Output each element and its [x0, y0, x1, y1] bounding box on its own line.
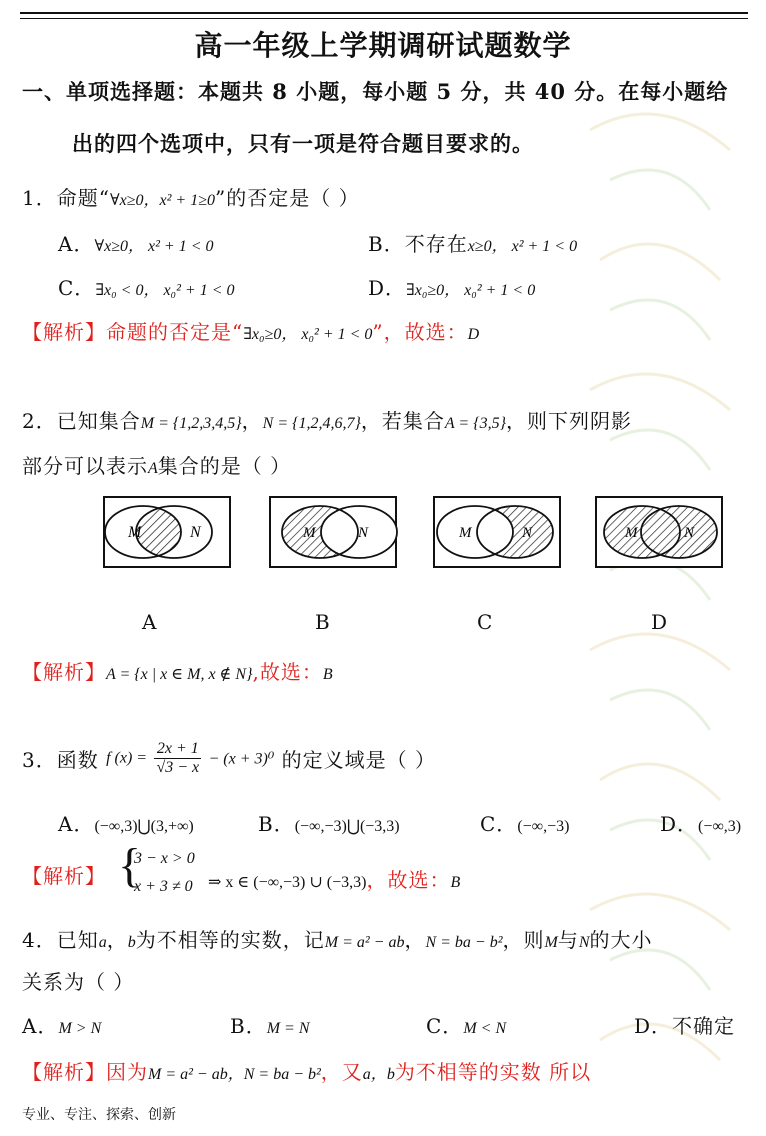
analysis-text: ，故选：	[366, 868, 451, 892]
text: ，若集合	[360, 409, 445, 433]
section-heading-line1: 一、单项选择题：本题共 8 小题，每小题 5 分，共 40 分。在每小题给	[22, 79, 729, 104]
venn-label-m: M	[625, 525, 638, 541]
analysis-math: M = a² − ab	[148, 1066, 228, 1083]
analysis-text: 因为	[106, 1060, 148, 1084]
option-text: ∃x₀ < 0， x₀² + 1 < 0	[95, 282, 235, 299]
text: 的定义域是（ ）	[281, 748, 436, 772]
venn-option-b[interactable]	[270, 497, 397, 567]
analysis-text: ，又	[320, 1060, 363, 1084]
option-label: D．	[660, 812, 699, 836]
var-a: a	[98, 934, 107, 951]
var-m: M	[544, 934, 558, 951]
venn-option-a[interactable]	[104, 497, 230, 567]
text: ，	[241, 409, 263, 433]
q3-option-a[interactable]	[58, 808, 194, 837]
q4-analysis	[22, 1056, 591, 1085]
venn-caption-b: B	[315, 610, 331, 634]
venn-diagrams	[0, 490, 766, 580]
text: 部分可以表示	[22, 454, 148, 478]
option-label: D．	[634, 1014, 673, 1038]
q4-option-a[interactable]	[22, 1010, 101, 1039]
text: 与	[557, 928, 579, 952]
option-text-prefix: 不存在	[404, 232, 468, 256]
option-text: (−∞,−3)	[517, 818, 570, 835]
option-text: ∀x≥0， x² + 1 < 0	[94, 238, 214, 255]
venn-caption-a: A	[142, 610, 158, 634]
text: ，	[404, 928, 426, 952]
analysis-math: ∃x₀≥0， x₀² + 1 < 0	[243, 326, 373, 343]
q1-analysis	[22, 316, 479, 345]
venn-option-c[interactable]	[434, 497, 560, 567]
q1-option-c[interactable]	[58, 272, 235, 301]
fraction-numerator: 2x + 1	[154, 740, 201, 759]
question-1-stem	[22, 182, 360, 211]
analysis-tag: 【解析】	[22, 1060, 106, 1084]
option-label: C．	[58, 276, 96, 300]
analysis-text: ,故选：	[252, 660, 323, 684]
q1-prefix: 1．命题“	[22, 186, 110, 210]
option-text: (−∞,3)	[698, 818, 742, 835]
venn-label-n: N	[358, 525, 369, 541]
venn-label-n: N	[684, 525, 695, 541]
section-heading-line2: 出的四个选项中，只有一项是符合题目要求的。	[72, 131, 534, 156]
fraction-denominator: √3 − x	[156, 759, 200, 776]
option-label: A．	[22, 1014, 59, 1038]
option-label: C．	[426, 1014, 464, 1038]
q3-option-b[interactable]	[258, 808, 400, 837]
func-rhs: − (x + 3)⁰	[208, 750, 275, 768]
analysis-separator: ，	[227, 1066, 244, 1083]
text: ，则下列阴影	[506, 409, 632, 433]
text: ，则	[502, 928, 545, 952]
eq-m: M = a² − ab	[324, 934, 405, 951]
option-text: x≥0， x² + 1 < 0	[467, 238, 578, 255]
option-label: D．	[368, 276, 407, 300]
analysis-math: N = ba − b²	[243, 1066, 321, 1083]
analysis-math: ⇒ x ∈ (−∞,−3) ∪ (−3,3)	[208, 874, 367, 891]
venn-label-n: N	[190, 524, 201, 541]
q3-analysis	[208, 864, 460, 893]
var-n: N	[578, 934, 590, 951]
analysis-tag: 【解析】	[22, 864, 106, 888]
q1-option-a[interactable]	[58, 228, 214, 257]
text: 4．已知	[22, 928, 99, 952]
analysis-var-b: b	[386, 1066, 395, 1083]
analysis-tag: 【解析】	[22, 660, 106, 684]
option-text: M > N	[58, 1020, 102, 1037]
analysis-text: 为不相等的实数 所以	[394, 1060, 592, 1084]
option-label: B．	[230, 1014, 267, 1038]
eq-n: N = ba − b²	[425, 934, 503, 951]
analysis-answer: B	[450, 874, 461, 891]
text: 3．函数	[22, 748, 99, 772]
var-a: A	[148, 460, 158, 477]
venn-option-d[interactable]	[596, 497, 722, 567]
header-rule-thin	[20, 18, 748, 19]
venn-label-m: M	[128, 524, 142, 541]
text: 为不相等的实数，记	[135, 928, 325, 952]
option-text: M = N	[266, 1020, 310, 1037]
page-title: 高一年级上学期调研试题数学	[194, 29, 572, 62]
q4-option-b[interactable]	[230, 1010, 310, 1039]
question-3-stem	[22, 740, 436, 777]
set-a: A = {3,5}	[444, 415, 506, 432]
option-label: B．	[368, 232, 405, 256]
venn-label-m: M	[303, 525, 316, 541]
func-lhs: f (x) =	[106, 749, 148, 767]
question-2-stem-line1	[22, 405, 632, 434]
venn-label-n: N	[522, 525, 533, 541]
option-text: ∃x₀≥0， x₀² + 1 < 0	[406, 282, 536, 299]
q1-suffix: ”的否定是（ ）	[214, 186, 360, 210]
option-label: A．	[58, 232, 95, 256]
q3-option-c[interactable]	[480, 808, 569, 837]
q3-analysis-tag	[22, 860, 106, 889]
footer-slogan: 专业、专注、探索、创新	[22, 1107, 176, 1123]
q2-analysis	[22, 656, 333, 685]
option-label: A．	[58, 812, 95, 836]
question-4-stem-line2: 关系为（ ）	[22, 970, 135, 994]
text: 2．已知集合	[22, 409, 141, 433]
option-text: 不确定	[672, 1014, 736, 1038]
fraction	[154, 740, 201, 777]
option-text: (−∞,3)⋃(3,+∞)	[94, 818, 194, 835]
option-label: C．	[480, 812, 518, 836]
analysis-text: ”，故选：	[372, 320, 468, 344]
q1-option-d[interactable]	[368, 272, 535, 301]
analysis-separator: ，	[370, 1066, 387, 1083]
q1-math: ∀x≥0，x² + 1≥0	[109, 192, 215, 209]
q4-option-c[interactable]	[426, 1010, 506, 1039]
set-n: N = {1,2,4,6,7}	[262, 415, 361, 432]
system-eq-2: x + 3 ≠ 0	[134, 878, 193, 895]
text: 的大小	[589, 928, 653, 952]
venn-label-m: M	[459, 525, 472, 541]
header-rule-thick	[20, 12, 748, 14]
var-b: b	[127, 934, 136, 951]
q4-option-d[interactable]	[634, 1010, 735, 1039]
system-eq-1: 3 − x > 0	[134, 850, 195, 867]
set-m: M = {1,2,3,4,5}	[140, 415, 242, 432]
analysis-var-a: a	[362, 1066, 371, 1083]
analysis-answer: B	[322, 666, 333, 683]
system-brace: {	[118, 839, 142, 892]
analysis-tag: 【解析】	[22, 320, 106, 344]
venn-caption-c: C	[477, 610, 494, 634]
q1-option-b[interactable]	[368, 228, 577, 257]
analysis-text: 命题的否定是“	[106, 320, 244, 344]
option-text: (−∞,−3)⋃(−3,3)	[294, 818, 400, 835]
question-4-stem-line1	[22, 924, 653, 953]
question-2-stem-line2	[22, 450, 291, 479]
text: 集合的是（ ）	[157, 454, 292, 478]
analysis-math: A = {x | x ∈ M, x ∉ N}	[106, 666, 253, 683]
analysis-answer: D	[467, 326, 480, 343]
text: ，	[106, 928, 128, 952]
venn-caption-d: D	[651, 610, 669, 634]
q3-option-d[interactable]	[660, 808, 741, 837]
option-label: B．	[258, 812, 295, 836]
option-text: M < N	[463, 1020, 507, 1037]
